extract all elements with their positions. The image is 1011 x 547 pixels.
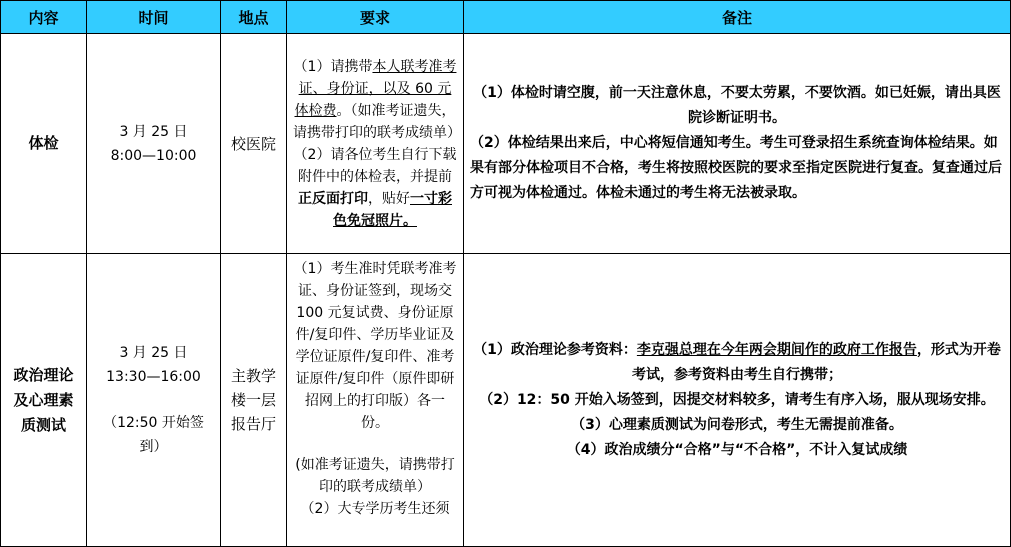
row-notes	[464, 254, 1011, 547]
time-range: 8:00—10:00	[110, 147, 197, 164]
row-notes	[464, 34, 1011, 254]
row-content: 体检	[1, 34, 87, 254]
header-row	[1, 1, 1011, 34]
note-1: （1）政治理论参考资料：李克强总理在今年两会期间作的政府工作报告，形式为开卷考试，参考资料由考生自行携带；	[473, 341, 1001, 383]
time-checkin: （12:50 开始签到）	[103, 415, 204, 455]
requirement-1: （1）考生准时凭联考准考证、身份证签到，现场交 100 元复试费、身份证原件/复印件、学历毕业证及学位证原件/复印件、准考证原件/复印件（原件即研招网上的打印版）各一份。	[293, 261, 457, 431]
time-date: 3 月 25 日	[119, 123, 188, 140]
requirement-2: （2）大专学历考生还须	[300, 501, 450, 517]
header-content: 内容	[1, 1, 87, 34]
note-2: （2）体检结果出来后，中心将短信通知考生。考生可登录招生系统查询体检结果。如果有部分体检项目不合格，考生将按照校医院的要求至指定医院进行复查。复查通过后方可视为体检通过。体检未通过的考生将无法被录取。	[470, 135, 1002, 201]
row-requirements	[287, 254, 464, 547]
row-time	[87, 34, 221, 254]
requirement-1: （1）请携带本人联考准考证、身份证，以及 60 元体检费。（如准考证遗失，请携带打印的联考成绩单）	[293, 58, 461, 141]
note-4: （4）政治成绩分“合格”与“不合格”，不计入复试成绩	[566, 441, 908, 458]
header-notes: 备注	[464, 1, 1011, 34]
time-range: 13:30—16:00	[106, 369, 201, 385]
header-requirements: 要求	[287, 1, 464, 34]
row-requirements	[287, 34, 464, 254]
row-time	[87, 254, 221, 547]
header-time: 时间	[87, 1, 221, 34]
note-1: （1）体检时请空腹，前一天注意休息，不要太劳累，不要饮酒。如已妊娠，请出具医院诊断证明书。	[473, 85, 1001, 126]
requirement-1-note: (如准考证遗失，请携带打印的联考成绩单）	[295, 457, 455, 495]
note-2: （2）12：50 开始入场签到，因提交材料较多，请考生有序入场，服从现场安排。	[479, 391, 995, 408]
header-place: 地点	[221, 1, 287, 34]
table-row	[1, 34, 1011, 254]
note-3: （3）心理素质测试为问卷形式，考生无需提前准备。	[571, 416, 903, 433]
row-place: 校医院	[221, 34, 287, 254]
row-place: 主教学楼一层报告厅	[221, 254, 287, 547]
table-row	[1, 254, 1011, 547]
row-content: 政治理论及心理素质测试	[1, 254, 87, 547]
requirement-2: （2）请各位考生自行下载附件中的体检表，并提前正反面打印，贴好一寸彩色免冠照片。	[293, 146, 457, 229]
time-date: 3 月 25 日	[119, 345, 188, 361]
